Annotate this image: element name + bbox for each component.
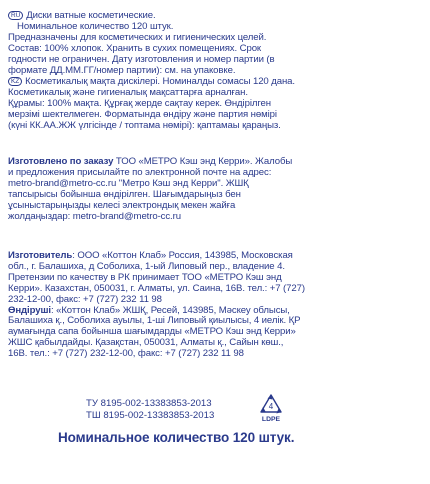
kz-line-4: (күні КК.АА.ЖЖ үлгісінде / топтама нөмірі): қаптамаы қараңыз.: [8, 119, 281, 131]
manufacturer-line-3: Керри». Казахстан, 050031, г. Алматы, ул. Саина, 16В. тел.: +7 (727): [8, 282, 305, 294]
kz-line-2: Құрамы: 100% мақта. Құрғақ жерде сақтау керек. Өндірілген: [8, 97, 271, 109]
ru-line-1: Номинальное количество 120 штук.: [17, 20, 174, 32]
order-line-0: Изготовлено по заказу ТОО «МЕТРО Кэш энд Керри». Жалобы: [8, 156, 293, 167]
kz-language-tag: KZ: [8, 77, 22, 86]
ru-line-4: годности не ограничен. Дату изготовления и номер партии (в: [8, 53, 275, 65]
tu-code: ТУ 8195-002-13383853-2013: [86, 398, 212, 409]
tsh-code: ТШ 8195-002-13383853-2013: [86, 409, 215, 421]
manufacturer-line-2: Претензии по качеству в РК принимает ТОО «МЕТРО Кэш энд: [8, 271, 282, 283]
manufacturer-line-4: 232-12-00, факс: +7 (727) 232 11 98: [8, 293, 162, 305]
kz-line-3: мерзімі шектелмеген. Форматында өндіру және партия нөмірі: [8, 108, 277, 120]
manufacturer-line-6: Балашиха қ., Соболиха ауылы, 1-ші Липовый қиылысы, 4 иелік. ҚР: [8, 315, 301, 327]
manufacturer-line-7: аумағында сапа бойынша шағымдарды «МЕТРО Кэш энд Керри»: [8, 326, 296, 338]
order-line-2: metro-brand@metro-cc.ru "Метро Кэш энд Керри". ЖШҚ: [8, 177, 249, 189]
recycle-number: 4: [268, 402, 274, 411]
recycle-icon: [258, 392, 284, 424]
manufacturer-line-9: 16В. тел.: +7 (727) 232-12-00, факс: +7 (727) 232 11 98: [8, 348, 244, 360]
manufacturer-line-0: Изготовитель: ООО «Коттон Клаб» Россия, 143985, Московская: [8, 250, 293, 261]
ru-line-3: Состав: 100% хлопок. Хранить в сухих помещениях. Срок: [8, 42, 262, 54]
manufacturer-line-5: Өндіруші: «Коттон Клаб» ЖШҚ, Ресей, 143985, Мәскеу облысы,: [8, 304, 290, 316]
manufacturer-line-8: ЖШС қабылдайды. Қазақстан, 050031, Алматы қ., Сайын көш.,: [8, 337, 284, 349]
standard-codes: [86, 398, 214, 421]
order-line-1: и предложения присылайте по электронной почте на адрес:: [8, 166, 272, 178]
footer-quantity: Номинальное количество 120 штук.: [58, 430, 295, 445]
ru-line-0: RU Диски ватные косметические.: [8, 11, 426, 22]
kz-line-0: KZ Косметикалық мақта дискілері. Номиналды сомасы 120 дана.: [8, 77, 426, 88]
order-line-4: ұсыныстарыңызды келесі электрондық мекен жайға: [8, 199, 236, 211]
ru-line-2: Предназначены для косметических и гигиенических целей.: [8, 31, 267, 43]
recycle-label: LDPE: [261, 416, 281, 423]
ru-line-5: формате ДД.ММ.ГГ/номер партии): см. на упаковке.: [8, 64, 236, 76]
order-info-block: [8, 157, 426, 222]
kz-description-block: [8, 77, 426, 132]
order-line-3: тапсырысы бойынша өндірілген. Шағымдарыңыз бен: [8, 188, 241, 200]
manufacturer-block: [8, 251, 426, 360]
ru-language-tag: RU: [8, 11, 23, 20]
manufacturer-line-1: обл., г. Балашиха, д Соболиха, 1-ый Липовый пер., владение 4.: [8, 260, 285, 272]
ru-description-block: [8, 11, 426, 76]
kz-line-1: Косметикалық және гигиеналық мақсаттарға арналған.: [8, 86, 248, 98]
order-line-5: жолдаңыздар: metro-brand@metro-cc.ru: [8, 210, 181, 222]
